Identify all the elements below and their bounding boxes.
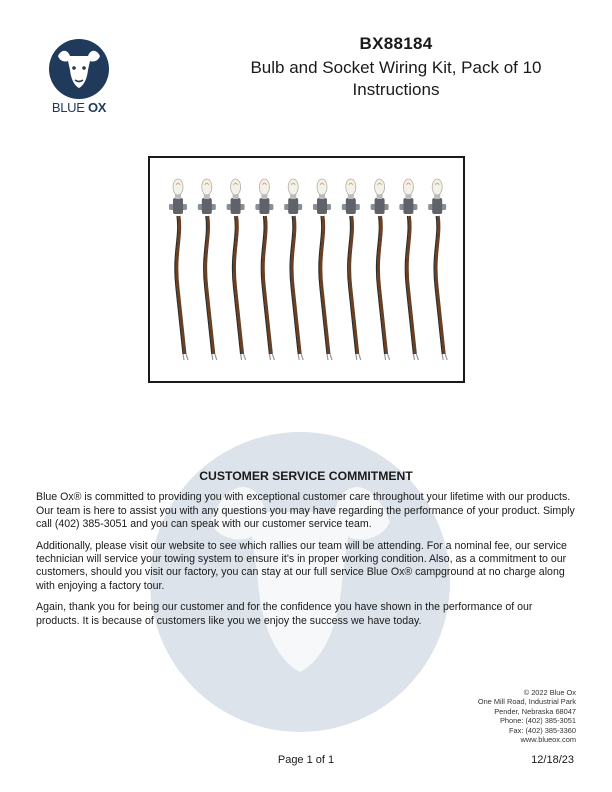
- bulb-assembly: [169, 179, 188, 360]
- service-paragraph-2: Additionally, please visit our website to see which rallies our team will be attending. For a nominal fee, our service technician will service your towing system to ensure it's in proper working condition. Also, as a commitment to our customers, should you visit our factory, you can stay at our full service Blue Ox® campground at no charge along with enjoying a factory tour.: [36, 539, 567, 592]
- part-number: BX88184: [359, 34, 433, 53]
- product-photo: [148, 156, 465, 383]
- logo-word-ox: OX: [87, 100, 107, 115]
- bulb-assembly: [284, 179, 303, 360]
- website: www.blueox.com: [520, 735, 576, 745]
- bulb-assembly: [399, 179, 418, 360]
- bulb-assembly: [255, 179, 274, 360]
- contact-block: [478, 688, 576, 744]
- document-header: [180, 34, 612, 101]
- logo-wordmark: [43, 100, 115, 115]
- copyright: © 2022 Blue Ox: [523, 688, 576, 697]
- logo-word-blue: BLUE: [51, 100, 85, 115]
- city: Pender, Nebraska 68047: [494, 706, 576, 716]
- document-type: Instructions: [352, 80, 440, 99]
- service-paragraph-1: Blue Ox® is committed to providing you with exceptional customer care throughout your lifetime with our products. Our team is here to assist you with any questions you may have regarding the performance of your product. Simply call (402) 385-3051 and you can speak with our customer service team.: [36, 491, 575, 531]
- bulb-assembly: [428, 179, 447, 360]
- page-number: Page 1 of 1: [277, 754, 335, 766]
- document-date: 12/18/23: [531, 754, 574, 766]
- section-heading: CUSTOMER SERVICE COMMITMENT: [199, 469, 413, 483]
- bulb-assembly: [198, 179, 217, 360]
- service-paragraph-3: Again, thank you for being our customer and for the confidence you have shown in the performance of our products. It is because of customers like you we enjoy the success we have today.: [36, 601, 533, 627]
- bulb-assembly: [227, 179, 246, 360]
- bulb-assembly: [342, 179, 361, 360]
- fax: Fax: (402) 385-3360: [509, 725, 576, 735]
- product-title: Bulb and Socket Wiring Kit, Pack of 10: [250, 58, 542, 77]
- customer-service-section: [36, 470, 576, 636]
- bulb-assembly: [371, 179, 390, 360]
- address: One Mill Road, Industrial Park: [477, 697, 576, 707]
- bulb-assembly: [313, 179, 332, 360]
- bulb-socket-wire-icon: [150, 158, 463, 381]
- phone: Phone: (402) 385-3051: [499, 716, 576, 726]
